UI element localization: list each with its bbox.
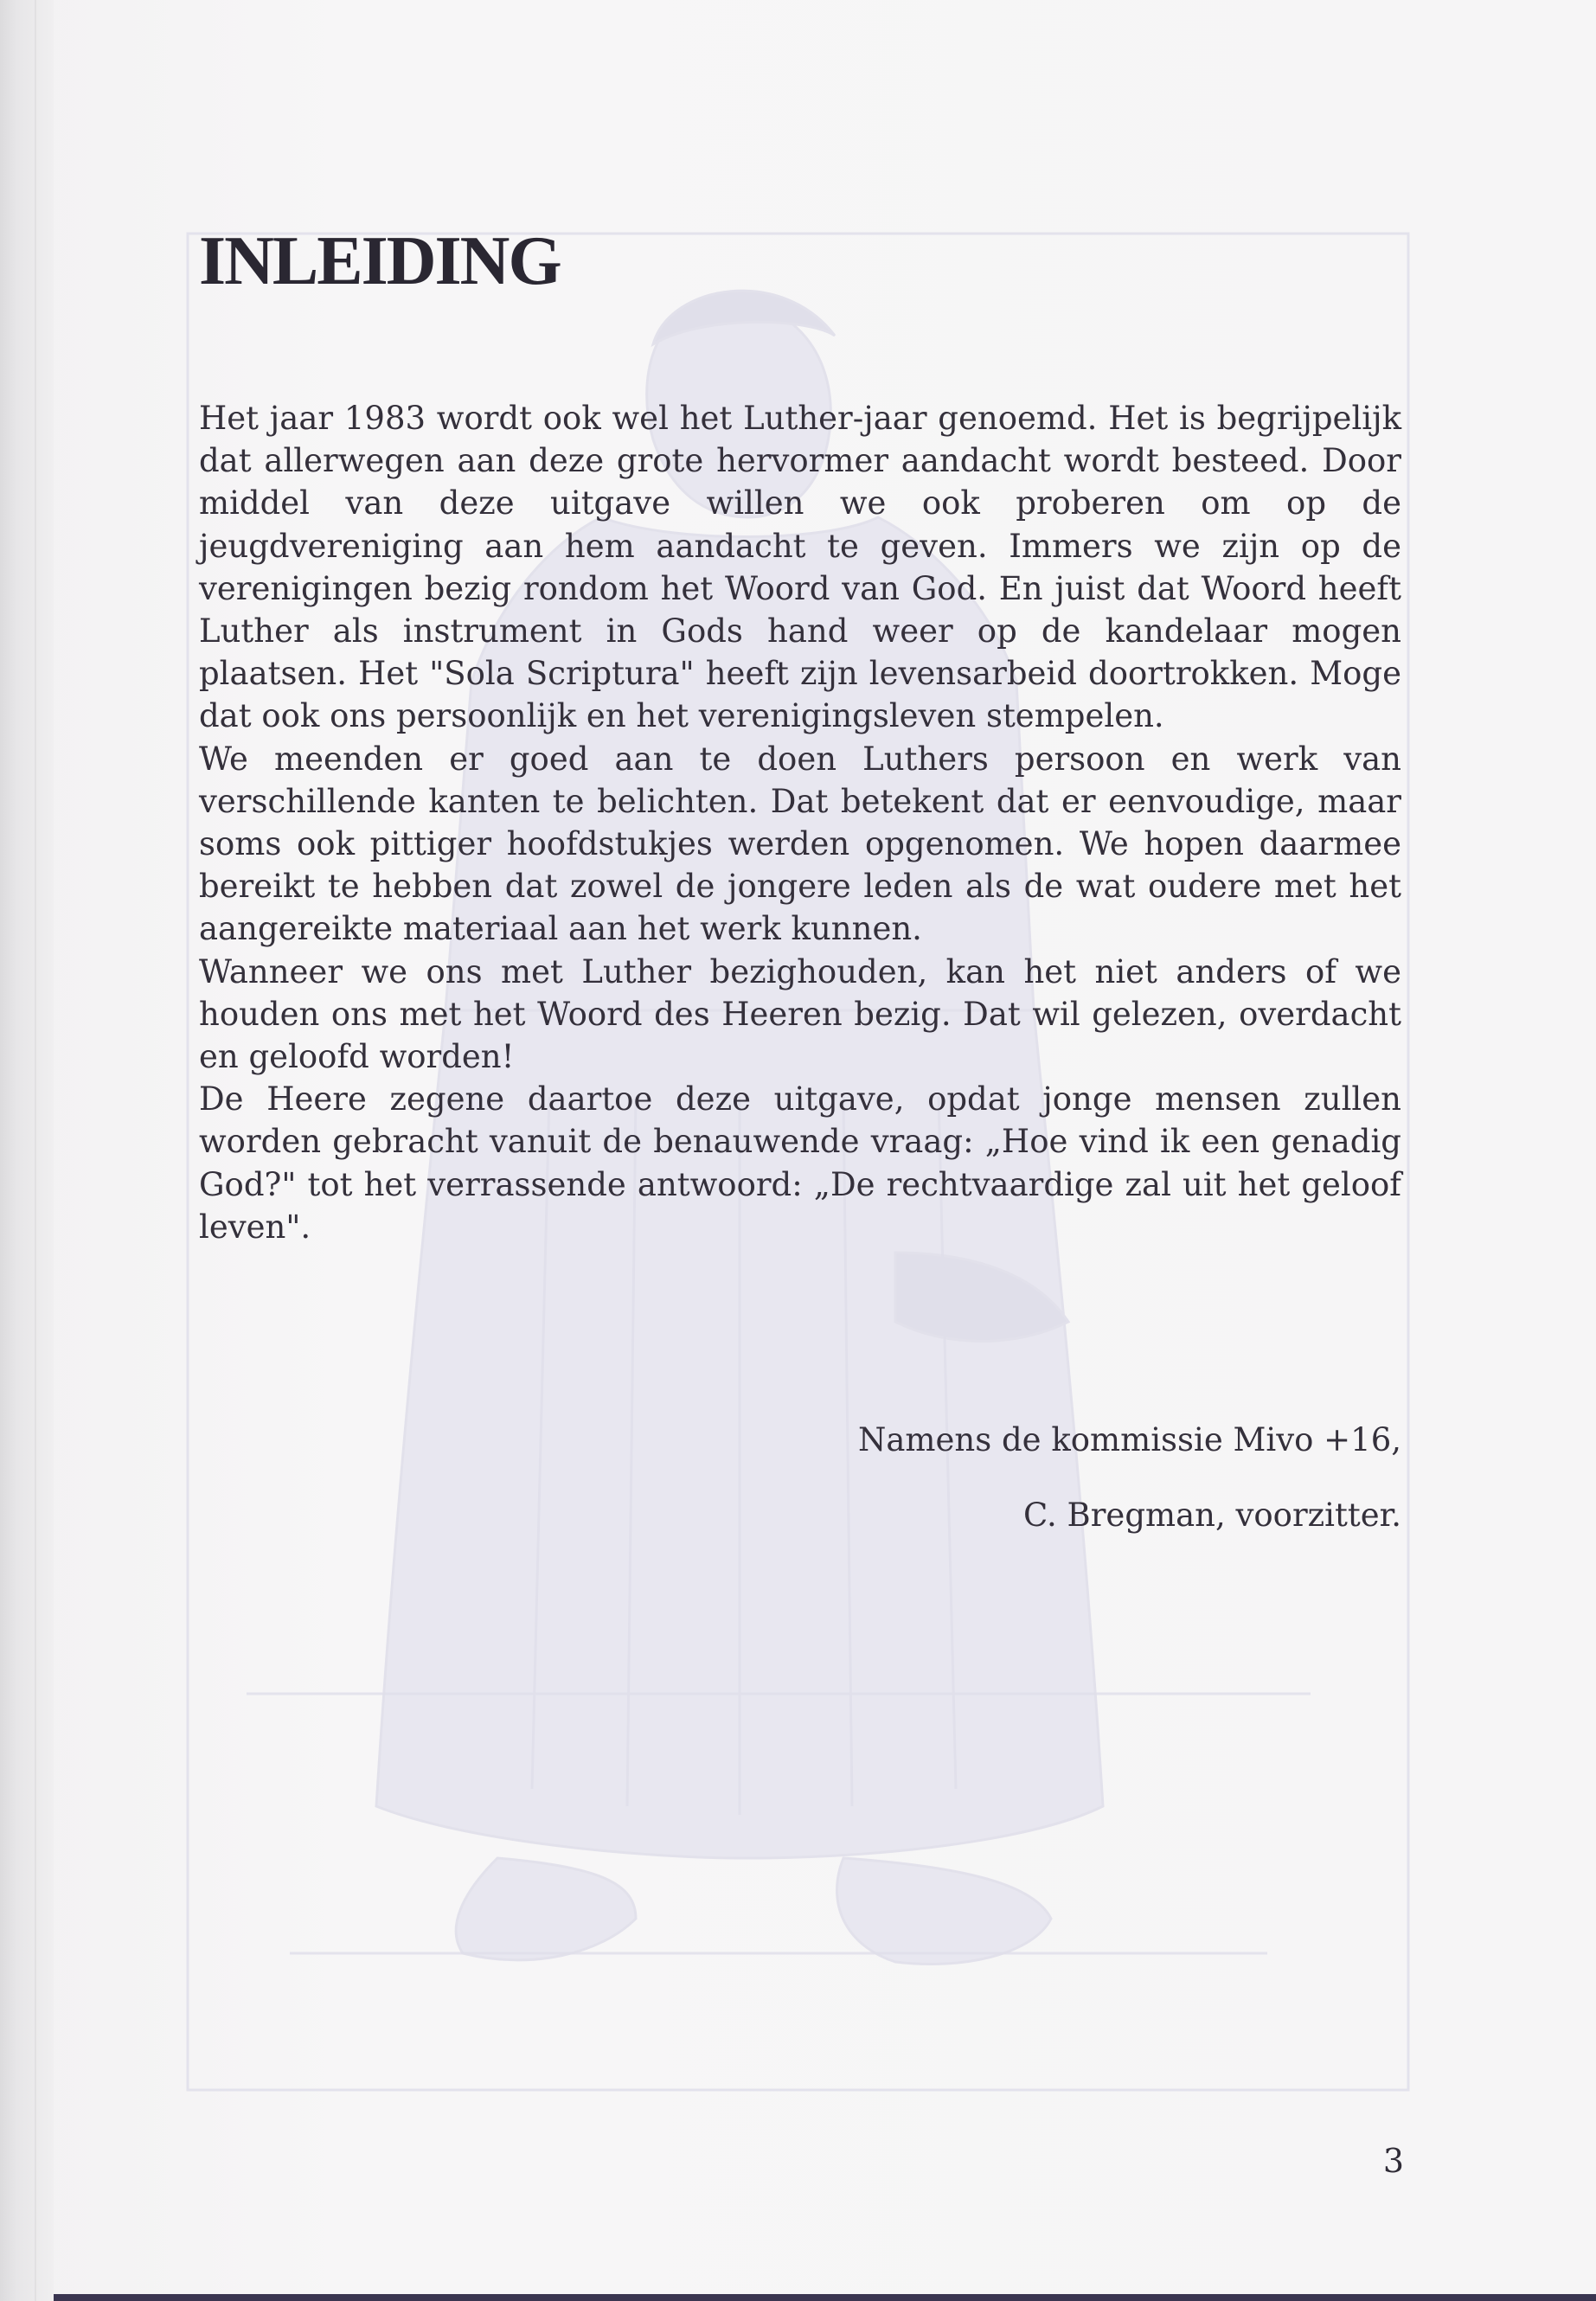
- paragraph-2: We meenden er goed aan te doen Luthers persoon en werk van verschillende kanten te belichten. Dat betekent dat er eenvoudige, maar soms ook pittiger hoofdstukjes werden opgenomen. We hopen daarmee bereikt te hebben dat zowel de jongere leden als de wat oudere met het aangereikte materiaal aan het werk kunnen.: [199, 740, 1401, 948]
- bottom-edge-band: [54, 2294, 1596, 2301]
- paragraph-4: De Heere zegene daartoe deze uitgave, opdat jonge mensen zullen worden gebracht vanuit de benauwende vraag: „Hoe vind ik een genadig God?" tot het verrassende antwoord: „De rechtvaardige zal uit het geloof leven".: [199, 1080, 1401, 1246]
- binding-edge: [0, 0, 54, 2301]
- signature-committee: Namens de kommissie Mivo +16,: [857, 1421, 1401, 1458]
- page-number: 3: [1382, 2142, 1404, 2180]
- page-title: INLEIDING: [199, 223, 561, 299]
- binding-fold-line: [35, 0, 36, 2301]
- signature-block: [858, 1419, 1401, 1536]
- signature-name: C. Bregman, voorzitter.: [1023, 1497, 1401, 1534]
- body-text: [199, 397, 1401, 1248]
- paragraph-3: Wanneer we ons met Luther bezighouden, kan het niet anders of we houden ons met het Woord des Heeren bezig. Dat wil gelezen, overdacht en geloofd worden!: [199, 952, 1401, 1076]
- paragraph-1: Het jaar 1983 wordt ook wel het Luther-jaar genoemd. Het is begrijpelijk dat allerwegen aan deze grote hervormer aandacht wordt besteed. Door middel van deze uitgave willen we ook proberen om op de jeugdvereniging aan hem aandacht te geven. Immers we zijn op de verenigingen bezig rondom het Woord van God. En juist dat Woord heeft Luther als instrument in Gods hand weer op de kandelaar mogen plaatsen. Het "Sola Scriptura" heeft zijn levensarbeid doortrokken. Moge dat ook ons persoonlijk en het verenigingsleven stempelen.: [199, 400, 1401, 735]
